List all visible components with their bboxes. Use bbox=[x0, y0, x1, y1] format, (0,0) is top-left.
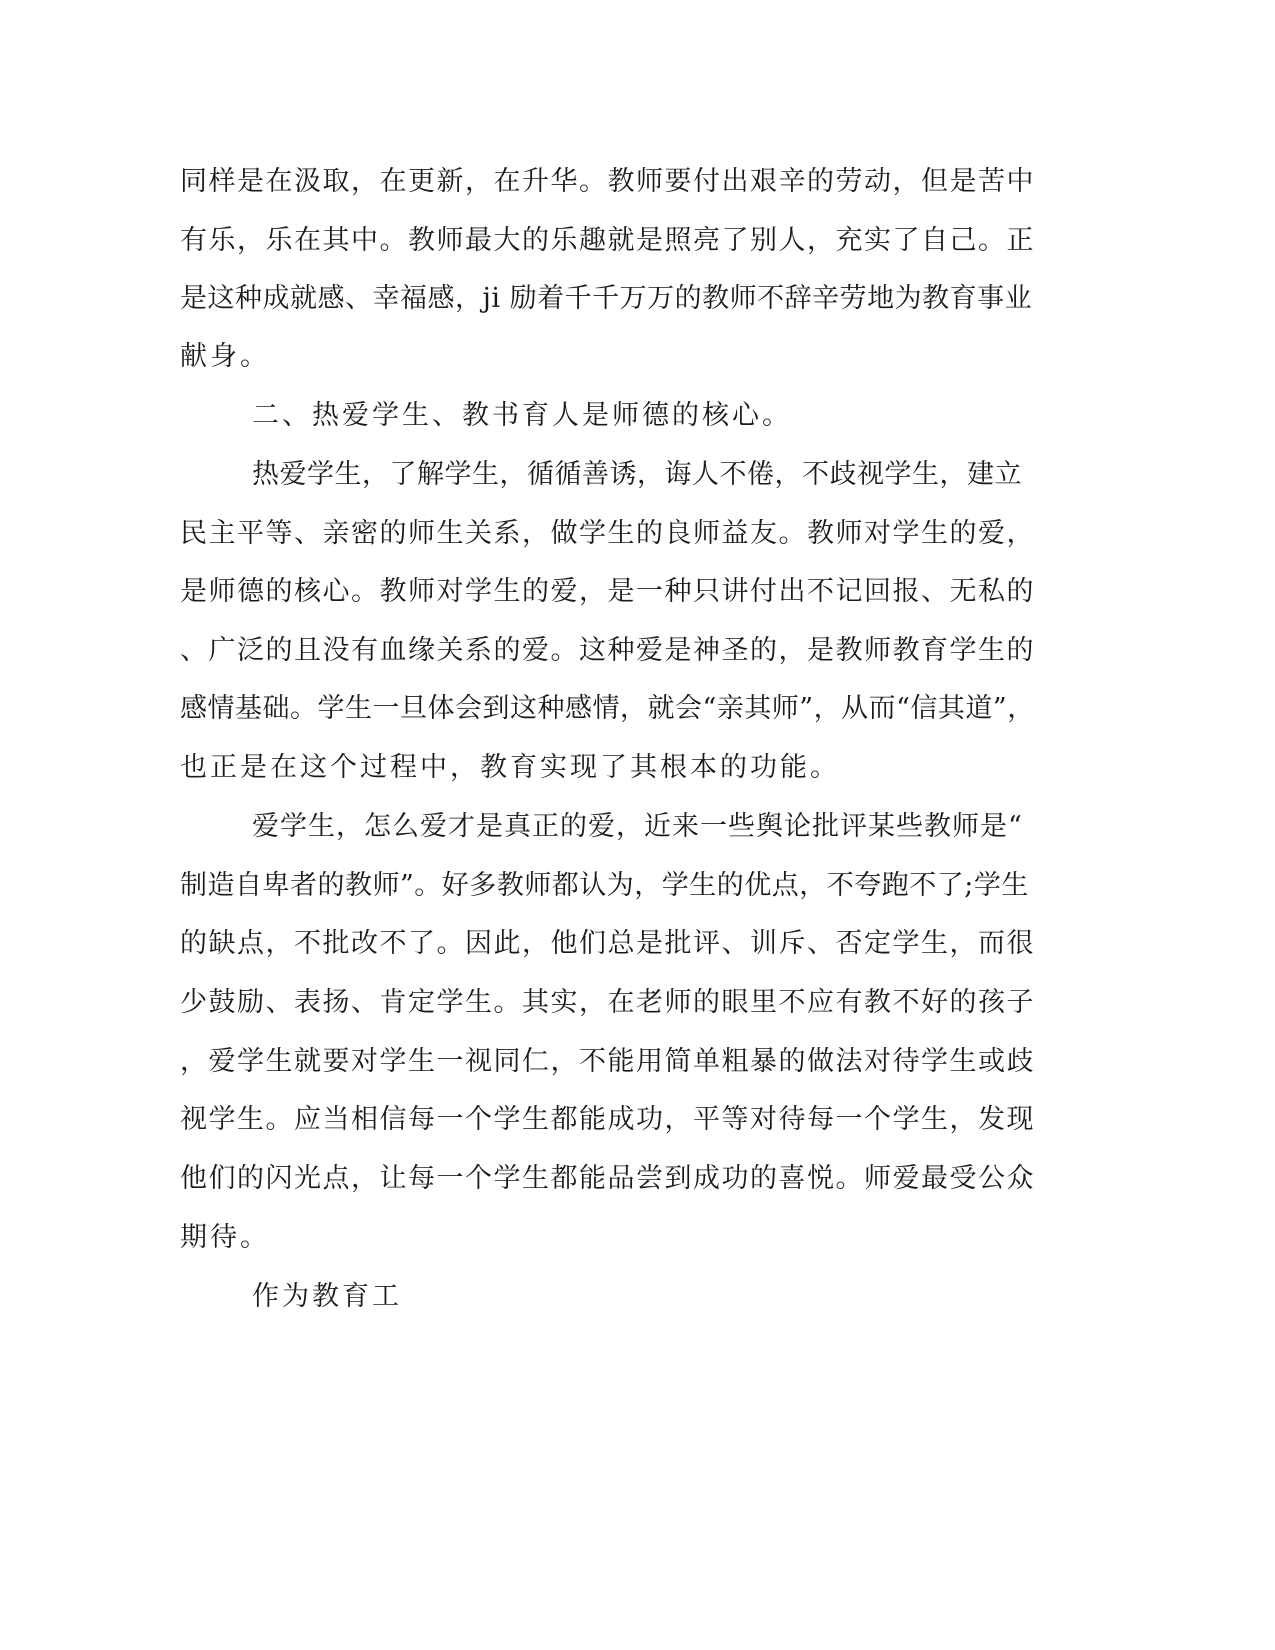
text-line: 作为教育工 bbox=[252, 1281, 402, 1312]
text-line: 献身。 bbox=[180, 341, 270, 372]
text-line: 是师德的核心。教师对学生的爱，是一种只讲付出不记回报、无私的 bbox=[180, 576, 1035, 607]
text-line: 是这种成就感、幸福感，ji 励着千千万万的教师不辞辛劳地为教育事业 bbox=[180, 283, 1033, 314]
text-line: 热爱学生，了解学生，循循善诱，诲人不倦，不歧视学生，建立 bbox=[252, 459, 1022, 490]
text-line: 有乐，乐在其中。教师最大的乐趣就是照亮了别人，充实了自己。正 bbox=[180, 225, 1035, 256]
text-line: 少鼓励、表扬、肯定学生。其实，在老师的眼里不应有教不好的孩子 bbox=[180, 987, 1035, 1018]
section-heading: 二、热爱学生、教书育人是师德的核心。 bbox=[252, 400, 792, 431]
text-line: 也正是在这个过程中，教育实现了其根本的功能。 bbox=[180, 752, 840, 783]
text-line: 视学生。应当相信每一个学生都能成功，平等对待每一个学生，发现 bbox=[180, 1104, 1035, 1135]
text-line: 期待。 bbox=[180, 1222, 270, 1253]
text-line: 民主平等、亲密的师生关系，做学生的良师益友。教师对学生的爱， bbox=[180, 518, 1035, 549]
text-line: 爱学生，怎么爱才是真正的爱，近来一些舆论批评某些教师是“ bbox=[252, 811, 1023, 842]
text-line: 、广泛的且没有血缘关系的爱。这种爱是神圣的，是教师教育学生的 bbox=[180, 635, 1035, 666]
text-line: 制造自卑者的教师”。好多教师都认为，学生的优点，不夸跑不了;学生 bbox=[180, 870, 1029, 901]
text-line: ，爱学生就要对学生一视同仁，不能用简单粗暴的做法对待学生或歧 bbox=[180, 1046, 1035, 1077]
text-line: 他们的闪光点，让每一个学生都能品尝到成功的喜悦。师爱最受公众 bbox=[180, 1163, 1035, 1194]
text-line: 同样是在汲取，在更新，在升华。教师要付出艰辛的劳动，但是苦中 bbox=[180, 166, 1035, 197]
text-line: 的缺点，不批改不了。因此，他们总是批评、训斥、否定学生，而很 bbox=[180, 928, 1035, 959]
text-line: 感情基础。学生一旦体会到这种感情，就会“亲其师”，从而“信其道”， bbox=[180, 693, 1035, 724]
